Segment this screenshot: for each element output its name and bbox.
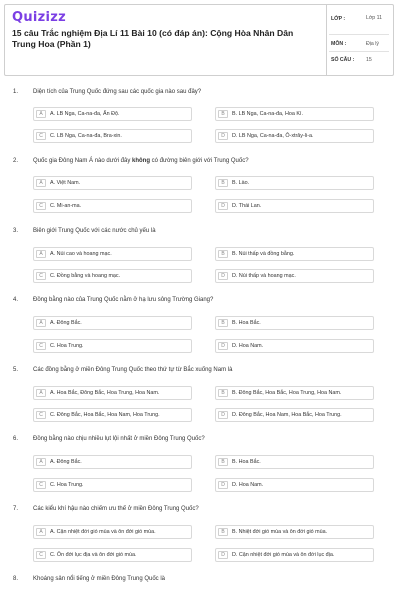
- option-a[interactable]: [33, 107, 192, 121]
- option-a[interactable]: [33, 455, 192, 469]
- option-letter: D: [218, 272, 228, 280]
- option-a[interactable]: [33, 386, 192, 400]
- option-text: C. Hoa Trung.: [50, 343, 84, 349]
- question-number: 3.: [13, 228, 19, 234]
- option-letter: B: [218, 179, 228, 187]
- option-letter: A: [36, 389, 46, 397]
- question-number: 1.: [13, 89, 19, 95]
- option-letter: C: [36, 411, 46, 419]
- option-letter: C: [36, 481, 46, 489]
- option-b[interactable]: [215, 525, 374, 539]
- option-letter: D: [218, 411, 228, 419]
- option-text: D. Hoa Nam.: [232, 343, 264, 349]
- option-d[interactable]: [215, 408, 374, 422]
- question-text: Khoáng sản nổi tiếng ở miền Đông Trung Quốc là: [33, 576, 166, 582]
- option-text: B. LB Nga, Ca-na-đa, Hoa Kì.: [232, 111, 304, 117]
- quizizz-logo[interactable]: Quizizz: [12, 10, 67, 25]
- question-number: 8.: [13, 576, 19, 582]
- option-letter: B: [218, 389, 228, 397]
- option-text: D. Cận nhiệt đới gió mùa và ôn đới lục địa.: [232, 552, 335, 558]
- meta-separator: [329, 51, 389, 52]
- option-letter: D: [218, 132, 228, 140]
- worksheet-title: 15 câu Trắc nghiệm Địa Lí 11 Bài 10 (có đáp án): Cộng Hòa Nhân Dân Trung Hoa (Phần 1): [12, 28, 294, 49]
- option-text: B. Hoa Bắc.: [232, 459, 261, 465]
- option-letter: A: [36, 110, 46, 118]
- option-text: A. Cận nhiệt đới gió mùa và ôn đới gió mùa.: [50, 529, 156, 535]
- question-text: Đồng bằng nào của Trung Quốc nằm ở hạ lưu sông Trường Giang?: [33, 297, 214, 303]
- option-letter: A: [36, 250, 46, 258]
- option-text: B. Lào.: [232, 180, 250, 186]
- option-c[interactable]: [33, 129, 192, 143]
- option-a[interactable]: [33, 316, 192, 330]
- option-letter: C: [36, 202, 46, 210]
- option-text: B. Hoa Bắc.: [232, 320, 261, 326]
- option-a[interactable]: [33, 525, 192, 539]
- option-text: B. Đông Bắc, Hoa Bắc, Hoa Trung, Hoa Nam.: [232, 390, 342, 396]
- question-text-part: có đường biên giới với Trung Quốc?: [150, 158, 249, 164]
- option-b[interactable]: [215, 176, 374, 190]
- question-text: [33, 158, 383, 164]
- option-d[interactable]: [215, 269, 374, 283]
- option-text: C. Mi-an-ma.: [50, 203, 82, 209]
- option-text: A. Núi cao và hoang mạc.: [50, 251, 112, 257]
- option-a[interactable]: [33, 247, 192, 261]
- option-d[interactable]: [215, 129, 374, 143]
- option-c[interactable]: [33, 269, 192, 283]
- class-value: Lớp 11: [366, 15, 382, 21]
- option-letter: A: [36, 319, 46, 327]
- option-c[interactable]: [33, 478, 192, 492]
- option-letter: B: [218, 110, 228, 118]
- option-d[interactable]: [215, 478, 374, 492]
- count-value: 15: [366, 57, 372, 63]
- option-text: D. Đông Bắc, Hoa Nam, Hoa Bắc, Hoa Trung.: [232, 412, 342, 418]
- option-letter: B: [218, 528, 228, 536]
- option-text: C. Hoa Trung.: [50, 482, 84, 488]
- meta-separator: [329, 34, 389, 35]
- option-text: A. Đông Bắc.: [50, 459, 82, 465]
- option-b[interactable]: [215, 386, 374, 400]
- question-text: Đồng bằng nào chịu nhiều lụt lội nhất ở miền Đông Trung Quốc?: [33, 436, 205, 442]
- question-text: Các đồng bằng ở miền Đông Trung Quốc theo thứ tự từ Bắc xuống Nam là: [33, 367, 233, 373]
- option-letter: D: [218, 551, 228, 559]
- option-text: A. Hoa Bắc, Đông Bắc, Hoa Trung, Hoa Nam.: [50, 390, 160, 396]
- question-emphasis: không: [132, 158, 151, 164]
- option-letter: C: [36, 342, 46, 350]
- option-b[interactable]: [215, 455, 374, 469]
- option-d[interactable]: [215, 548, 374, 562]
- option-letter: C: [36, 132, 46, 140]
- option-letter: D: [218, 202, 228, 210]
- option-text: D. Núi thấp và hoang mạc.: [232, 273, 296, 279]
- option-text: C. LB Nga, Ca-na-đa, Bra-xin.: [50, 133, 122, 139]
- question-number: 7.: [13, 506, 19, 512]
- subject-value: Địa lý: [366, 41, 379, 47]
- option-letter: A: [36, 458, 46, 466]
- question-number: 6.: [13, 436, 19, 442]
- question-number: 2.: [13, 158, 19, 164]
- option-letter: B: [218, 319, 228, 327]
- option-letter: B: [218, 458, 228, 466]
- option-text: A. LB Nga, Ca-na-đa, Ấn Độ.: [50, 111, 120, 117]
- option-letter: C: [36, 551, 46, 559]
- question-number: 4.: [13, 297, 19, 303]
- option-text: C. Ôn đới lục địa và ôn đới gió mùa.: [50, 552, 137, 558]
- option-text: B. Nhiệt đới gió mùa và ôn đới gió mùa.: [232, 529, 328, 535]
- option-text: D. Thái Lan.: [232, 203, 262, 209]
- option-letter: A: [36, 528, 46, 536]
- question-text: Biên giới Trung Quốc với các nước chủ yếu là: [33, 228, 156, 234]
- option-c[interactable]: [33, 339, 192, 353]
- option-letter: D: [218, 342, 228, 350]
- option-text: D. Hoa Nam.: [232, 482, 264, 488]
- question-number: 5.: [13, 367, 19, 373]
- option-text: A. Việt Nam.: [50, 180, 81, 186]
- option-letter: D: [218, 481, 228, 489]
- option-d[interactable]: [215, 339, 374, 353]
- option-c[interactable]: [33, 548, 192, 562]
- option-a[interactable]: [33, 176, 192, 190]
- option-letter: B: [218, 250, 228, 258]
- option-text: D. LB Nga, Ca-na-đa, Ô-xtrây-li-a.: [232, 133, 314, 139]
- option-c[interactable]: [33, 199, 192, 213]
- question-text: Các kiểu khí hậu nào chiếm ưu thế ở miền Đông Trung Quốc?: [33, 506, 199, 512]
- count-label: SỐ CÂU :: [331, 57, 355, 63]
- option-letter: C: [36, 272, 46, 280]
- option-c[interactable]: [33, 408, 192, 422]
- option-d[interactable]: [215, 199, 374, 213]
- option-text: A. Đông Bắc.: [50, 320, 82, 326]
- option-text: C. Đồng bằng và hoang mạc.: [50, 273, 121, 279]
- option-text: C. Đông Bắc, Hoa Bắc, Hoa Nam, Hoa Trung.: [50, 412, 160, 418]
- question-text: Diện tích của Trung Quốc đứng sau các quốc gia nào sau đây?: [33, 89, 202, 95]
- option-b[interactable]: [215, 107, 374, 121]
- header-divider: [326, 4, 327, 76]
- option-letter: A: [36, 179, 46, 187]
- question-text-part: Quốc gia Đông Nam Á nào dưới đây: [33, 158, 133, 164]
- class-label: LỚP :: [331, 16, 346, 22]
- option-text: B. Núi thấp và đồng bằng.: [232, 251, 295, 257]
- subject-label: MÔN :: [331, 41, 347, 47]
- option-b[interactable]: [215, 247, 374, 261]
- option-b[interactable]: [215, 316, 374, 330]
